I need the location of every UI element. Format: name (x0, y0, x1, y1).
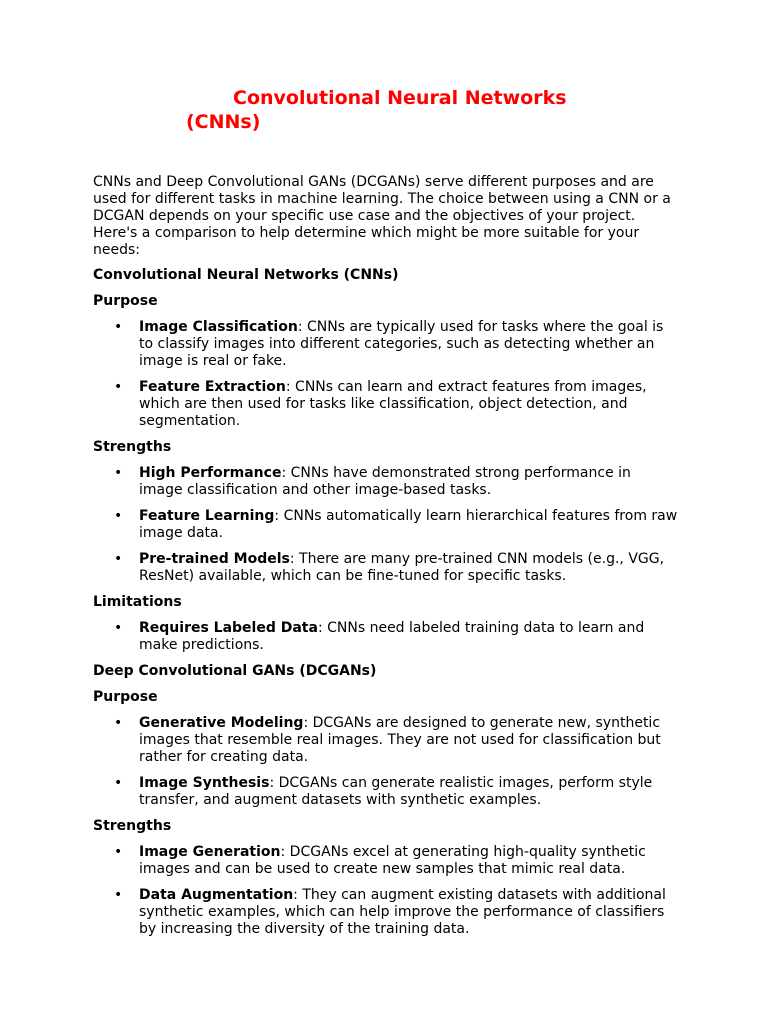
page-title-line-1: Convolutional Neural Networks (233, 87, 567, 109)
section-heading: Convolutional Neural Networks (CNNs) (93, 267, 399, 283)
list-item (93, 887, 678, 938)
subsection-heading: Strengths (93, 439, 172, 455)
list-item-text: : DCGANs can generate realistic images, perform style transfer, and augment datasets with synthetic examples. (139, 775, 653, 808)
bullet-list (93, 465, 678, 585)
bullet-icon: • (114, 465, 123, 481)
sections-container (93, 267, 678, 938)
bullet-icon: • (114, 715, 123, 731)
list-item-text: : DCGANs are designed to generate new, synthetic images that resemble real images. They are not used for classification but rather for creating data. (139, 715, 661, 765)
list-item (93, 775, 678, 809)
list-item-term: Data Augmentation (139, 887, 294, 903)
list-item (93, 844, 678, 878)
list-item-text: : DCGANs excel at generating high-quality synthetic images and can be used to create new samples that mimic real data. (139, 844, 646, 877)
bullet-icon: • (114, 508, 123, 524)
list-item-text: : CNNs are typically used for tasks where the goal is to classify images into different categories, such as detecting whether an image is real or fake. (139, 319, 664, 369)
subsection-heading: Strengths (93, 818, 172, 834)
document-page (93, 86, 678, 947)
list-item (93, 379, 678, 430)
bullet-list (93, 319, 678, 430)
list-item (93, 319, 678, 370)
bullet-icon: • (114, 319, 123, 335)
list-item-text: : CNNs have demonstrated strong performance in image classification and other image-based tasks. (139, 465, 631, 498)
section-heading: Deep Convolutional GANs (DCGANs) (93, 663, 377, 679)
list-item-term: Feature Extraction (139, 379, 286, 395)
list-item-term: Generative Modeling (139, 715, 304, 731)
list-item-text: : CNNs need labeled training data to learn and make predictions. (139, 620, 645, 653)
list-item-term: Image Classification (139, 319, 298, 335)
subsection-heading: Limitations (93, 594, 182, 610)
bullet-list (93, 620, 678, 654)
bullet-icon: • (114, 844, 123, 860)
page-title (93, 86, 678, 134)
intro-paragraph: CNNs and Deep Convolutional GANs (DCGANs) serve different purposes and are used for different tasks in machine learning. The choice between using a CNN or a DCGAN depends on your specific use case and the objectives of your project. Here's a comparison to help determine which might be more suitable for your needs: (93, 174, 671, 258)
list-item-term: Requires Labeled Data (139, 620, 318, 636)
list-item-text: : CNNs automatically learn hierarchical features from raw image data. (139, 508, 678, 541)
bullet-icon: • (114, 887, 123, 903)
bullet-icon: • (114, 379, 123, 395)
list-item-term: Feature Learning (139, 508, 275, 524)
list-item-text: : CNNs can learn and extract features from images, which are then used for tasks like classification, object detection, and segmentation. (139, 379, 647, 429)
list-item-term: Image Synthesis (139, 775, 270, 791)
subsection-heading: Purpose (93, 689, 158, 705)
list-item (93, 551, 678, 585)
list-item-term: Image Generation (139, 844, 281, 860)
bullet-icon: • (114, 620, 123, 636)
bullet-list (93, 844, 678, 938)
list-item-term: Pre-trained Models (139, 551, 290, 567)
bullet-icon: • (114, 775, 123, 791)
bullet-list (93, 715, 678, 809)
list-item (93, 715, 678, 766)
list-item (93, 508, 678, 542)
list-item-text: : There are many pre-trained CNN models (e.g., VGG, ResNet) available, which can be fine-tuned for specific tasks. (139, 551, 665, 584)
subsection-heading: Purpose (93, 293, 158, 309)
list-item (93, 465, 678, 499)
list-item (93, 620, 678, 654)
bullet-icon: • (114, 551, 123, 567)
list-item-term: High Performance (139, 465, 282, 481)
list-item-text: : They can augment existing datasets with additional synthetic examples, which can help improve the performance of classifiers by increasing the diversity of the training data. (139, 887, 666, 937)
page-title-line-2: (CNNs) (186, 111, 261, 133)
